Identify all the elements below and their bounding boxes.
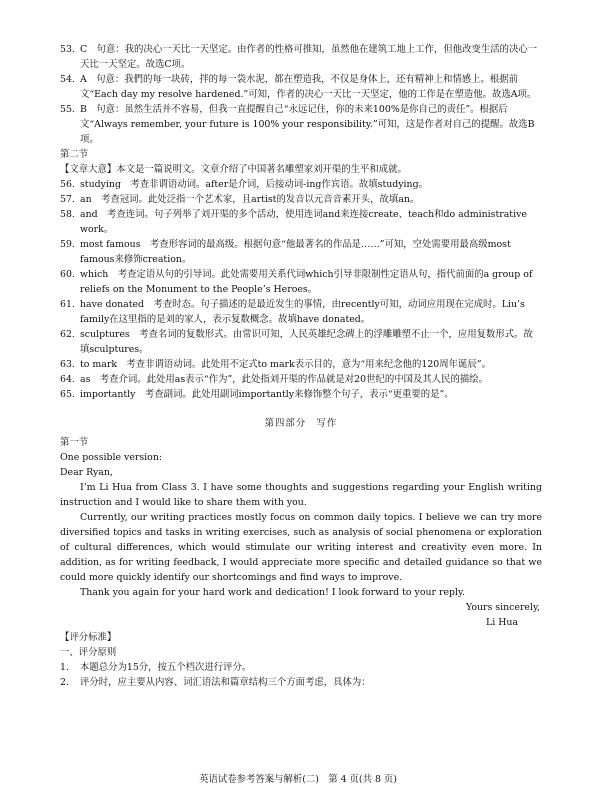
answer-item-number: 65. bbox=[60, 389, 75, 400]
criteria-heading: 【评分标准】 bbox=[60, 632, 117, 643]
answer-item bbox=[60, 297, 542, 327]
answer-item-number: 55. bbox=[60, 104, 75, 115]
answer-item-text: an 考查冠词。此处泛指一个艺术家，且artist的发音以元音音素开头，故填an。 bbox=[80, 194, 420, 205]
answer-list-top bbox=[60, 42, 542, 147]
version-label: One possible version: bbox=[60, 452, 163, 463]
answer-item-text: sculptures 考查名词的复数形式。由常识可知，人民英雄纪念碑上的浮雕雕塑不止一个，应用复数形式。故填sculptures。 bbox=[80, 329, 533, 355]
principle-item-number: 1. bbox=[60, 662, 69, 673]
letter-closing: Yours sincerely, bbox=[465, 602, 540, 613]
answer-item bbox=[60, 42, 542, 72]
part4-title: 第四部分 写作 bbox=[264, 418, 338, 429]
answer-item bbox=[60, 267, 542, 297]
answer-item-number: 58. bbox=[60, 209, 75, 220]
section1-heading: 第一节 bbox=[60, 437, 89, 448]
answer-item-number: 64. bbox=[60, 374, 75, 385]
page-content bbox=[60, 42, 542, 690]
letter-signature: Li Hua bbox=[485, 617, 518, 628]
answer-item bbox=[60, 327, 542, 357]
letter-paragraph: Thank you again for your hard work and dedication! I look forward to your reply. bbox=[80, 587, 466, 598]
answer-item-text: importantly 考查副词。此处用副词importantly来修饰整个句子，表示“更重要的是”。 bbox=[80, 389, 454, 400]
answer-item-text: which 考查定语从句的引导词。此处需要用关系代词which引导非限制性定语从句，指代前面的a group of reliefs on the Monument to the People’s Heroes。 bbox=[80, 269, 533, 295]
letter-paragraph: Currently, our writing practices mostly focus on common daily topics. I believe we can try more diversified topics and tasks in writing exercises, such as analysis of social phenomena or exploration of cultural differences, which would stimulate our writing interest and creativity even more. In addition, as for writing feedback, I would appreciate more specific and detailed guidance so that we could more quickly identify our shortcomings and find ways to improve. bbox=[60, 512, 542, 583]
answer-list-grammar bbox=[60, 177, 542, 402]
answer-item bbox=[60, 192, 542, 207]
answer-item-number: 60. bbox=[60, 269, 75, 280]
answer-item-number: 57. bbox=[60, 194, 75, 205]
answer-item-number: 56. bbox=[60, 179, 75, 190]
answer-item bbox=[60, 372, 542, 387]
principle-item-number: 2. bbox=[60, 677, 69, 688]
page-footer: 英语试卷参考答案与解析(二) 第 4 页(共 8 页) bbox=[199, 774, 397, 785]
answer-item-text: to mark 考查非谓语动词。此处用不定式to mark表示目的，意为“用来纪念他的120周年诞辰”。 bbox=[80, 359, 491, 370]
letter-body bbox=[60, 480, 542, 600]
section2-heading: 第二节 bbox=[60, 149, 89, 160]
answer-item-number: 62. bbox=[60, 329, 75, 340]
answer-item-number: 53. bbox=[60, 44, 75, 55]
answer-item bbox=[60, 102, 542, 147]
principle-item-text: 本题总分为15分，按五个档次进行评分。 bbox=[80, 662, 252, 673]
answer-item-number: 63. bbox=[60, 359, 75, 370]
answer-item-number: 61. bbox=[60, 299, 75, 310]
answer-item bbox=[60, 72, 542, 102]
answer-item-number: 54. bbox=[60, 74, 75, 85]
principle-item bbox=[60, 675, 542, 690]
answer-item-text: and 考查连词。句子列举了刘开渠的多个活动，使用连词and来连接create、teach和do administrative work。 bbox=[80, 209, 527, 235]
answer-item-text: B 句意：虽然生活并不容易，但我一直提醒自己“永远记住，你的未来100%是你自己的责任”。根据后文“Always remember, your future is 100% your responsibility.”可知，这是作者对自己的提醒。故选B项。 bbox=[80, 104, 535, 145]
answer-item-text: most famous 考查形容词的最高级。根据句意“他最著名的作品是……”可知，空处需要用最高级most famous来修饰creation。 bbox=[80, 239, 511, 265]
principle-item-text: 评分时，应主要从内容、词汇语法和篇章结构三个方面考虑，具体为： bbox=[80, 677, 371, 688]
answer-item-number: 59. bbox=[60, 239, 75, 250]
article-summary: 【文章大意】本文是一篇说明文。文章介绍了中国著名雕塑家刘开渠的生平和成就。 bbox=[60, 164, 407, 175]
answer-item-text: studying 考查非谓语动词。after是介词，后接动词-ing作宾语。故填studying。 bbox=[80, 179, 428, 190]
letter-salutation: Dear Ryan, bbox=[60, 467, 113, 478]
answer-item bbox=[60, 207, 542, 237]
principle-heading: 一、评分原则 bbox=[60, 647, 117, 658]
answer-item bbox=[60, 387, 542, 402]
principle-item bbox=[60, 660, 542, 675]
answer-item bbox=[60, 357, 542, 372]
answer-item-text: A 句意：我們的每一块砖，拌的每一袋水泥，都在塑造我，不仅是身体上，还有精神上和情感上。根据前文“Each day my resolve hardened.”可知，作者的决心一天比一天坚定，他的工作是在塑造他。故选A项。 bbox=[80, 74, 537, 100]
answer-item-text: as 考查介词。此处用as表示“作为”，此处指刘开渠的作品就是对20世纪的中国及其人民的描绘。 bbox=[80, 374, 488, 385]
answer-item bbox=[60, 237, 542, 267]
principle-list bbox=[60, 660, 542, 690]
answer-item-text: C 句意：我的决心一天比一天坚定。由作者的性格可推知，虽然他在建筑工地上工作，但他改变生活的决心一天比一天坚定。故选C项。 bbox=[80, 44, 538, 70]
answer-item-text: have donated 考查时态。句子描述的是最近发生的事情，由recently可知，动词应用现在完成时。Liu’s family在这里指的是刘的家人，表示复数概念。故填have donated。 bbox=[80, 299, 525, 325]
answer-item bbox=[60, 177, 542, 192]
letter-paragraph: I’m Li Hua from Class 3. I have some thoughts and suggestions regarding your English writing instruction and I would like to share them with you. bbox=[60, 482, 542, 508]
